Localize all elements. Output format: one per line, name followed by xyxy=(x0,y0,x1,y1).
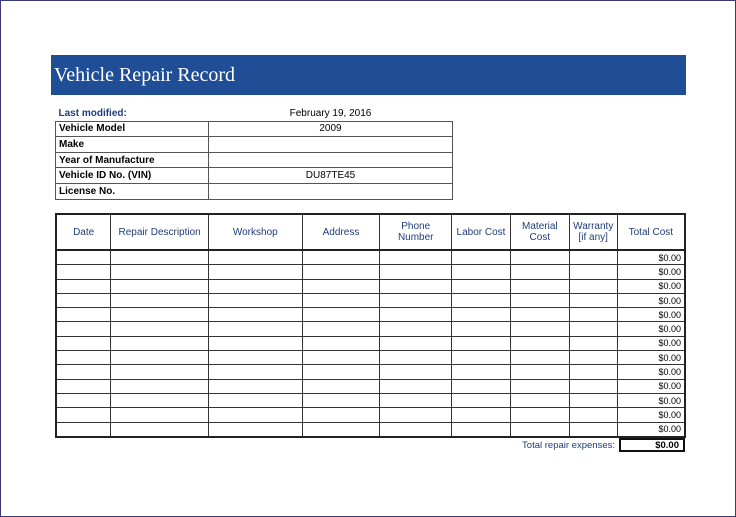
table-cell[interactable] xyxy=(452,293,511,307)
table-cell[interactable] xyxy=(208,279,302,293)
table-row xyxy=(56,379,685,393)
table-row xyxy=(56,408,685,422)
total-cost-cell[interactable]: $0.00 xyxy=(617,422,685,437)
column-header: Date xyxy=(56,214,111,250)
table-row xyxy=(56,336,685,350)
table-cell[interactable] xyxy=(302,250,380,265)
table-cell[interactable] xyxy=(510,422,569,437)
table-cell[interactable] xyxy=(56,293,111,307)
table-cell[interactable] xyxy=(452,422,511,437)
table-cell[interactable] xyxy=(208,422,302,437)
table-cell[interactable] xyxy=(569,379,617,393)
table-row xyxy=(56,422,685,437)
table-cell[interactable] xyxy=(452,393,511,407)
table-cell[interactable] xyxy=(111,308,209,322)
table-cell[interactable] xyxy=(208,308,302,322)
info-value[interactable] xyxy=(209,137,453,153)
info-label: License No. xyxy=(56,183,209,199)
table-cell[interactable] xyxy=(569,365,617,379)
total-cost-cell[interactable]: $0.00 xyxy=(617,393,685,407)
table-cell[interactable] xyxy=(452,408,511,422)
table-cell[interactable] xyxy=(380,293,452,307)
table-cell[interactable] xyxy=(380,422,452,437)
table-cell[interactable] xyxy=(208,408,302,422)
table-row xyxy=(56,308,685,322)
table-cell[interactable] xyxy=(569,422,617,437)
info-value[interactable] xyxy=(209,183,453,199)
table-cell[interactable] xyxy=(302,422,380,437)
table-row xyxy=(56,293,685,307)
table-cell[interactable] xyxy=(452,379,511,393)
total-cost-cell[interactable]: $0.00 xyxy=(617,379,685,393)
table-cell[interactable] xyxy=(510,379,569,393)
table-cell[interactable] xyxy=(208,365,302,379)
info-row xyxy=(56,152,453,168)
table-cell[interactable] xyxy=(569,293,617,307)
total-cost-cell[interactable]: $0.00 xyxy=(617,336,685,350)
table-cell[interactable] xyxy=(56,336,111,350)
column-header: Total Cost xyxy=(617,214,685,250)
table-cell[interactable] xyxy=(302,351,380,365)
repair-records-table xyxy=(55,213,686,438)
table-cell[interactable] xyxy=(302,408,380,422)
table-cell[interactable] xyxy=(111,365,209,379)
total-cost-cell[interactable]: $0.00 xyxy=(617,293,685,307)
total-cost-cell[interactable]: $0.00 xyxy=(617,351,685,365)
info-row xyxy=(56,121,453,137)
total-cost-cell[interactable]: $0.00 xyxy=(617,365,685,379)
table-cell[interactable] xyxy=(302,322,380,336)
table-cell[interactable] xyxy=(56,279,111,293)
table-cell[interactable] xyxy=(380,336,452,350)
table-cell[interactable] xyxy=(452,250,511,265)
total-cost-cell[interactable]: $0.00 xyxy=(617,279,685,293)
table-cell[interactable] xyxy=(302,279,380,293)
table-row xyxy=(56,279,685,293)
table-cell[interactable] xyxy=(111,322,209,336)
table-cell[interactable] xyxy=(56,408,111,422)
table-cell[interactable] xyxy=(302,293,380,307)
total-expenses-value: $0.00 xyxy=(619,438,685,452)
table-row xyxy=(56,322,685,336)
table-cell[interactable] xyxy=(452,279,511,293)
table-cell[interactable] xyxy=(56,351,111,365)
column-header: Warranty [if any] xyxy=(569,214,617,250)
table-cell[interactable] xyxy=(111,408,209,422)
total-cost-cell[interactable]: $0.00 xyxy=(617,250,685,265)
table-cell[interactable] xyxy=(111,250,209,265)
table-cell[interactable] xyxy=(111,265,209,279)
table-cell[interactable] xyxy=(510,365,569,379)
info-label: Vehicle Model xyxy=(56,121,209,137)
table-row xyxy=(56,250,685,265)
column-header: Address xyxy=(302,214,380,250)
info-value[interactable]: DU87TE45 xyxy=(209,168,453,184)
table-row xyxy=(56,393,685,407)
column-header: Repair Description xyxy=(111,214,209,250)
table-cell[interactable] xyxy=(569,336,617,350)
info-value[interactable]: February 19, 2016 xyxy=(289,107,372,119)
table-cell[interactable] xyxy=(569,279,617,293)
table-cell[interactable] xyxy=(208,293,302,307)
info-label: Vehicle ID No. (VIN) xyxy=(56,168,209,184)
table-row xyxy=(56,265,685,279)
table-cell[interactable] xyxy=(380,365,452,379)
total-expenses-label: Total repair expenses: xyxy=(522,440,615,451)
page-title: Vehicle Repair Record xyxy=(51,55,686,95)
info-label: Last modified: xyxy=(58,107,127,119)
table-cell[interactable] xyxy=(569,351,617,365)
table-cell[interactable] xyxy=(452,322,511,336)
table-cell[interactable] xyxy=(510,322,569,336)
table-cell[interactable] xyxy=(56,379,111,393)
total-cost-cell[interactable]: $0.00 xyxy=(617,265,685,279)
info-row xyxy=(56,183,453,199)
table-cell[interactable] xyxy=(380,393,452,407)
info-value[interactable] xyxy=(209,152,453,168)
table-cell[interactable] xyxy=(510,279,569,293)
table-cell[interactable] xyxy=(569,265,617,279)
table-cell[interactable] xyxy=(380,308,452,322)
info-row xyxy=(56,137,453,153)
table-cell[interactable] xyxy=(569,250,617,265)
info-label: Make xyxy=(56,137,209,153)
table-cell[interactable] xyxy=(56,265,111,279)
table-cell[interactable] xyxy=(208,351,302,365)
table-cell[interactable] xyxy=(208,322,302,336)
table-cell[interactable] xyxy=(208,336,302,350)
table-cell[interactable] xyxy=(380,250,452,265)
table-cell[interactable] xyxy=(56,322,111,336)
info-row xyxy=(56,168,453,184)
table-cell[interactable] xyxy=(208,265,302,279)
total-cost-cell[interactable]: $0.00 xyxy=(617,322,685,336)
table-cell[interactable] xyxy=(380,279,452,293)
table-cell[interactable] xyxy=(302,336,380,350)
table-cell[interactable] xyxy=(569,308,617,322)
table-cell[interactable] xyxy=(56,308,111,322)
table-row xyxy=(56,351,685,365)
table-cell[interactable] xyxy=(111,336,209,350)
table-cell[interactable] xyxy=(208,379,302,393)
total-cost-cell[interactable]: $0.00 xyxy=(617,308,685,322)
table-cell[interactable] xyxy=(452,265,511,279)
table-cell[interactable] xyxy=(510,293,569,307)
total-cost-cell[interactable]: $0.00 xyxy=(617,408,685,422)
table-cell[interactable] xyxy=(111,379,209,393)
table-cell[interactable] xyxy=(380,322,452,336)
table-cell[interactable] xyxy=(56,393,111,407)
table-cell[interactable] xyxy=(111,293,209,307)
table-cell[interactable] xyxy=(569,322,617,336)
table-cell[interactable] xyxy=(111,422,209,437)
table-cell[interactable] xyxy=(302,393,380,407)
column-header: Material Cost xyxy=(510,214,569,250)
table-cell[interactable] xyxy=(510,250,569,265)
table-cell[interactable] xyxy=(510,308,569,322)
table-cell[interactable] xyxy=(302,365,380,379)
table-cell[interactable] xyxy=(302,265,380,279)
table-cell[interactable] xyxy=(111,279,209,293)
table-cell[interactable] xyxy=(452,308,511,322)
table-cell[interactable] xyxy=(380,379,452,393)
table-cell[interactable] xyxy=(510,351,569,365)
table-cell[interactable] xyxy=(111,393,209,407)
table-cell[interactable] xyxy=(452,365,511,379)
table-cell[interactable] xyxy=(452,351,511,365)
column-header: Labor Cost xyxy=(452,214,511,250)
table-cell[interactable] xyxy=(380,265,452,279)
table-cell[interactable] xyxy=(510,393,569,407)
table-cell[interactable] xyxy=(380,408,452,422)
table-row xyxy=(56,365,685,379)
info-row xyxy=(56,106,453,121)
info-label: Year of Manufacture xyxy=(56,152,209,168)
table-cell[interactable] xyxy=(510,336,569,350)
table-cell[interactable] xyxy=(56,365,111,379)
info-value[interactable]: 2009 xyxy=(209,121,453,137)
table-cell[interactable] xyxy=(302,379,380,393)
column-header: Phone Number xyxy=(380,214,452,250)
table-cell[interactable] xyxy=(111,351,209,365)
column-header: Workshop xyxy=(208,214,302,250)
table-header-row xyxy=(56,214,685,250)
table-cell[interactable] xyxy=(452,336,511,350)
table-cell[interactable] xyxy=(56,422,111,437)
table-cell[interactable] xyxy=(569,393,617,407)
table-cell[interactable] xyxy=(510,408,569,422)
table-cell[interactable] xyxy=(302,308,380,322)
table-cell[interactable] xyxy=(380,351,452,365)
table-cell[interactable] xyxy=(569,408,617,422)
table-cell[interactable] xyxy=(56,250,111,265)
table-cell[interactable] xyxy=(208,250,302,265)
table-cell[interactable] xyxy=(208,393,302,407)
table-cell[interactable] xyxy=(510,265,569,279)
vehicle-info-table xyxy=(55,106,453,200)
